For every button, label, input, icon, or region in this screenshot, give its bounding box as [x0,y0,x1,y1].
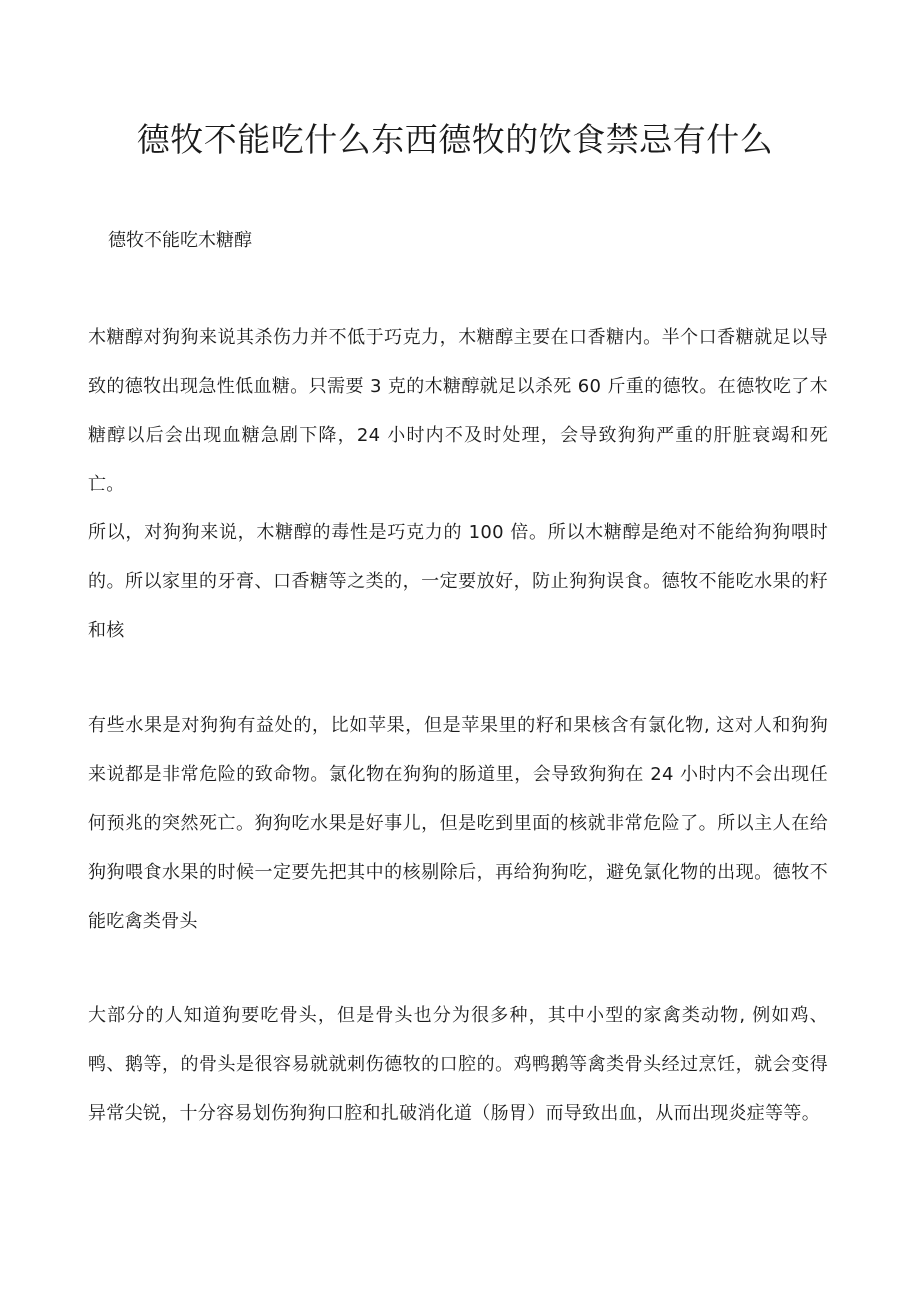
page-title: 德牧不能吃什么东西德牧的饮食禁忌有什么 [136,120,774,159]
paragraph-poultry-bones: 大部分的人知道狗要吃骨头，但是骨头也分为很多种，其中小型的家禽类动物, 例如鸡、鸭、鹅等，的骨头是很容易就就刺伤德牧的口腔的。鸡鸭鹅等禽类骨头经过烹饪，就会变得异常尖锐，十分容易划伤狗狗口腔和扎破消化道（肠胃）而导致出血，从而出现炎症等等。 [88,1005,828,1124]
section-heading-xylitol: 德牧不能吃木糖醇 [108,230,252,251]
paragraph-xylitol-effects: 木糖醇对狗狗来说其杀伤力并不低于巧克力，木糖醇主要在口香糖内。半个口香糖就足以导致的德牧出现急性低血糖。只需要 3 克的木糖醇就足以杀死 60 斤重的德牧。在德牧吃了木糖醇以后会出现血糖急剧下降，24 小时内不及时处理，会导致狗狗严重的肝脏衰竭和死亡。 [88,327,828,495]
paragraph-fruit-seeds: 有些水果是对狗狗有益处的，比如苹果，但是苹果里的籽和果核含有氯化物, 这对人和狗狗来说都是非常危险的致命物。氯化物在狗狗的肠道里，会导致狗狗在 24 小时内不会出现任何预兆的突然死亡。狗狗吃水果是好事儿，但是吃到里面的核就非常危险了。所以主人在给狗狗喂食水果的时候一定要先把其中的核剔除后，再给狗狗吃，避免氯化物的出现。德牧不能吃禽类骨头 [88,715,828,932]
paragraph-xylitol-toxicity: 所以，对狗狗来说，木糖醇的毒性是巧克力的 100 倍。所以木糖醇是绝对不能给狗狗喂时的。所以家里的牙膏、口香糖等之类的，一定要放好，防止狗狗误食。德牧不能吃水果的籽和核 [88,522,828,641]
